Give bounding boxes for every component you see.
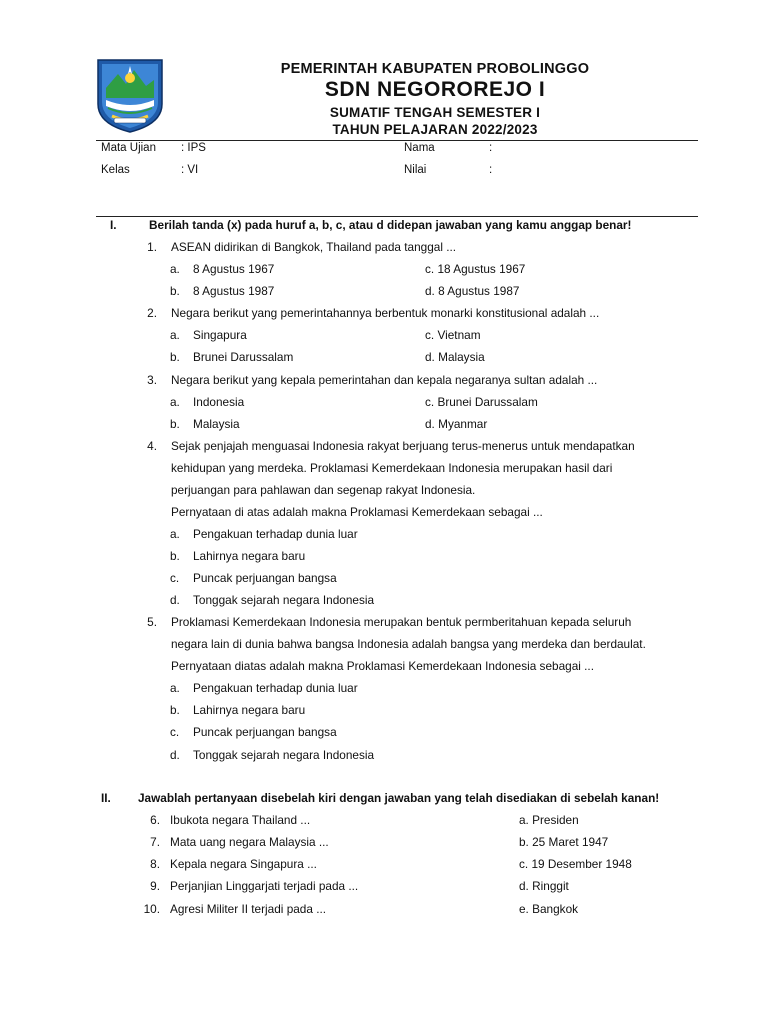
class-label: Kelas — [101, 164, 130, 176]
name-field[interactable]: : — [489, 142, 493, 154]
option-text: Lahirnya negara baru — [193, 703, 306, 717]
exam-title: SUMATIF TENGAH SEMESTER I — [329, 105, 541, 120]
question-text: Pernyataan diatas adalah makna Proklamasi Kemerdekaan Indonesia sebagai ... — [171, 659, 594, 673]
question-number: 1. — [147, 240, 157, 254]
option-letter[interactable]: a. — [170, 328, 180, 342]
option-letter[interactable]: c. — [170, 571, 180, 585]
option-letter[interactable]: d. — [170, 593, 180, 607]
section2-instruction: Jawablah pertanyaan disebelah kiri dengan jawaban yang telah disediakan di sebelah kanan! — [138, 791, 660, 805]
option-text: Pengakuan terhadap dunia luar — [193, 527, 358, 541]
matching-answer: d. Ringgit — [519, 879, 569, 893]
option-letter[interactable]: a. — [170, 395, 180, 409]
option-text: Puncak perjuangan bangsa — [193, 571, 337, 585]
question-number: 7. — [150, 835, 160, 849]
question-text: Negara berikut yang pemerintahannya berbentuk monarki konstitusional adalah ... — [171, 306, 600, 320]
option-text: 8 Agustus 1987 — [193, 284, 275, 298]
subject-value: : IPS — [181, 142, 206, 154]
regency-crest-icon — [96, 58, 164, 134]
section2-numeral: II. — [101, 791, 111, 805]
section1-numeral: I. — [110, 218, 117, 232]
score-label: Nilai — [404, 164, 427, 176]
question-number: 10. — [143, 902, 160, 916]
question-text: Proklamasi Kemerdekaan Indonesia merupakan bentuk permberitahuan kepada seluruh — [171, 615, 632, 629]
option-letter[interactable]: a. — [170, 262, 180, 276]
header-divider — [96, 140, 698, 141]
section1-instruction: Berilah tanda (x) pada huruf a, b, c, atau d didepan jawaban yang kamu anggap benar! — [149, 218, 632, 232]
option-letter[interactable]: b. — [170, 417, 180, 431]
option-text: Singapura — [193, 328, 247, 342]
option-letter[interactable]: d. — [170, 748, 180, 762]
question-number: 3. — [147, 373, 157, 387]
question-text: perjuangan para pahlawan dan segenap rakyat Indonesia. — [171, 483, 476, 497]
class-value: : VI — [181, 164, 199, 176]
option-text: 8 Agustus 1967 — [193, 262, 275, 276]
matching-question: Mata uang negara Malaysia ... — [170, 835, 329, 849]
option-letter[interactable]: c. — [170, 725, 180, 739]
matching-answer: a. Presiden — [519, 813, 579, 827]
option-text: Pengakuan terhadap dunia luar — [193, 681, 358, 695]
option-text: Tonggak sejarah negara Indonesia — [193, 593, 375, 607]
government-title: PEMERINTAH KABUPATEN PROBOLINGGO — [280, 61, 590, 77]
option-letter[interactable]: b. — [170, 284, 180, 298]
option-text[interactable]: d. 8 Agustus 1987 — [425, 284, 520, 298]
matching-answer: b. 25 Maret 1947 — [519, 835, 609, 849]
matching-answer: e. Bangkok — [519, 902, 579, 916]
matching-question: Ibukota negara Thailand ... — [170, 813, 311, 827]
option-letter[interactable]: a. — [170, 527, 180, 541]
matching-question: Perjanjian Linggarjati terjadi pada ... — [170, 879, 359, 893]
option-text: Lahirnya negara baru — [193, 549, 306, 563]
subject-label: Mata Ujian — [101, 142, 156, 154]
option-text: Brunei Darussalam — [193, 350, 294, 364]
school-name: SDN NEGOROREJO I — [324, 78, 546, 101]
question-text: ASEAN didirikan di Bangkok, Thailand pada tanggal ... — [171, 240, 457, 254]
question-text: Pernyataan di atas adalah makna Proklamasi Kemerdekaan sebagai ... — [171, 505, 543, 519]
matching-question: Agresi Militer II terjadi pada ... — [170, 902, 327, 916]
option-text[interactable]: d. Myanmar — [425, 417, 488, 431]
question-number: 4. — [147, 439, 157, 453]
question-text: Negara berikut yang kepala pemerintahan dan kepala negaranya sultan adalah ... — [171, 373, 598, 387]
name-label: Nama — [404, 142, 435, 154]
academic-year: TAHUN PELAJARAN 2022/2023 — [332, 122, 538, 137]
question-number: 5. — [147, 615, 157, 629]
score-field[interactable]: : — [489, 164, 493, 176]
option-text[interactable]: d. Malaysia — [425, 350, 485, 364]
matching-question: Kepala negara Singapura ... — [170, 857, 317, 871]
question-number: 8. — [150, 857, 160, 871]
option-text: Indonesia — [193, 395, 245, 409]
question-number: 6. — [150, 813, 160, 827]
info-divider — [96, 216, 698, 217]
question-number: 2. — [147, 306, 157, 320]
question-text: negara lain di dunia bahwa bangsa Indonesia adalah bangsa yang merdeka dan berdaulat. — [171, 637, 646, 651]
question-text: kehidupan yang merdeka. Proklamasi Kemerdekaan Indonesia merupakan hasil dari — [171, 461, 613, 475]
option-letter[interactable]: a. — [170, 681, 180, 695]
matching-answer: c. 19 Desember 1948 — [519, 857, 632, 871]
option-text: Tonggak sejarah negara Indonesia — [193, 748, 375, 762]
option-letter[interactable]: b. — [170, 549, 180, 563]
option-text[interactable]: c. Brunei Darussalam — [425, 395, 538, 409]
question-text: Sejak penjajah menguasai Indonesia rakyat berjuang terus-menerus untuk mendapatkan — [171, 439, 635, 453]
option-text[interactable]: c. Vietnam — [425, 328, 481, 342]
question-number: 9. — [150, 879, 160, 893]
option-letter[interactable]: b. — [170, 703, 180, 717]
option-text: Puncak perjuangan bangsa — [193, 725, 337, 739]
option-text[interactable]: c. 18 Agustus 1967 — [425, 262, 526, 276]
option-letter[interactable]: b. — [170, 350, 180, 364]
option-text: Malaysia — [193, 417, 240, 431]
